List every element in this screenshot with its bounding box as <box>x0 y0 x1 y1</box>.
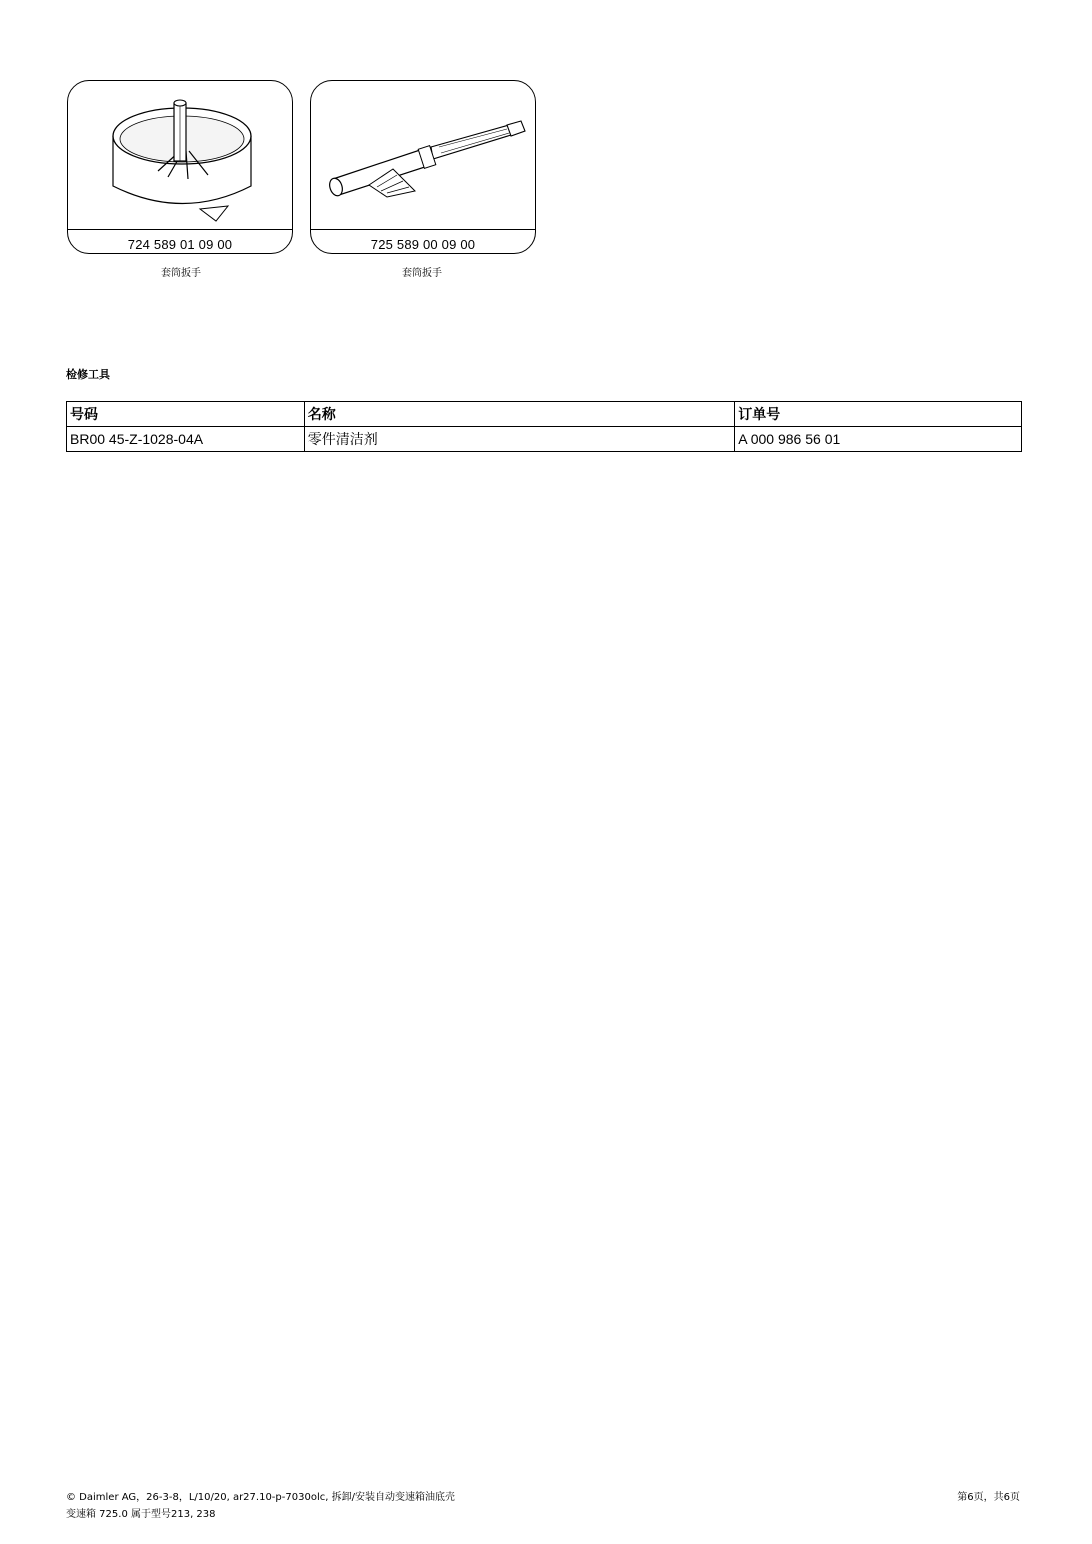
cell-name: 零件清洁剂 <box>304 427 735 452</box>
tool-number: 725 589 00 09 00 <box>370 237 476 252</box>
table-row <box>67 427 1022 452</box>
cell-number: BR00 45-Z-1028-04A <box>67 427 305 452</box>
tool-caption: 套筒扳手 <box>402 268 442 279</box>
tools-table <box>66 401 1022 452</box>
column-header-order-number: 订单号 <box>735 402 1022 427</box>
footer-copyright: © Daimler AG，26-3-8，L/10/20, ar27.10-p-7030olc, 拆卸/安装自动变速箱油底壳 <box>66 1492 455 1503</box>
tool-card-1 <box>67 80 293 254</box>
socket-wrench-bar-icon <box>311 81 536 229</box>
section-title: 检修工具 <box>66 368 110 381</box>
column-header-number: 号码 <box>67 402 305 427</box>
socket-wrench-cup-icon <box>68 81 293 229</box>
table-header-row <box>67 402 1022 427</box>
tool-card-2 <box>310 80 536 254</box>
cell-order-number: A 000 986 56 01 <box>735 427 1022 452</box>
tool-number: 724 589 01 09 00 <box>127 237 233 252</box>
tool-caption: 套筒扳手 <box>161 268 201 279</box>
footer-page-number: 第6页，共6页 <box>957 1492 1020 1503</box>
footer-model-info: 变速箱 725.0 属于型号213, 238 <box>66 1509 216 1520</box>
column-header-name: 名称 <box>304 402 735 427</box>
